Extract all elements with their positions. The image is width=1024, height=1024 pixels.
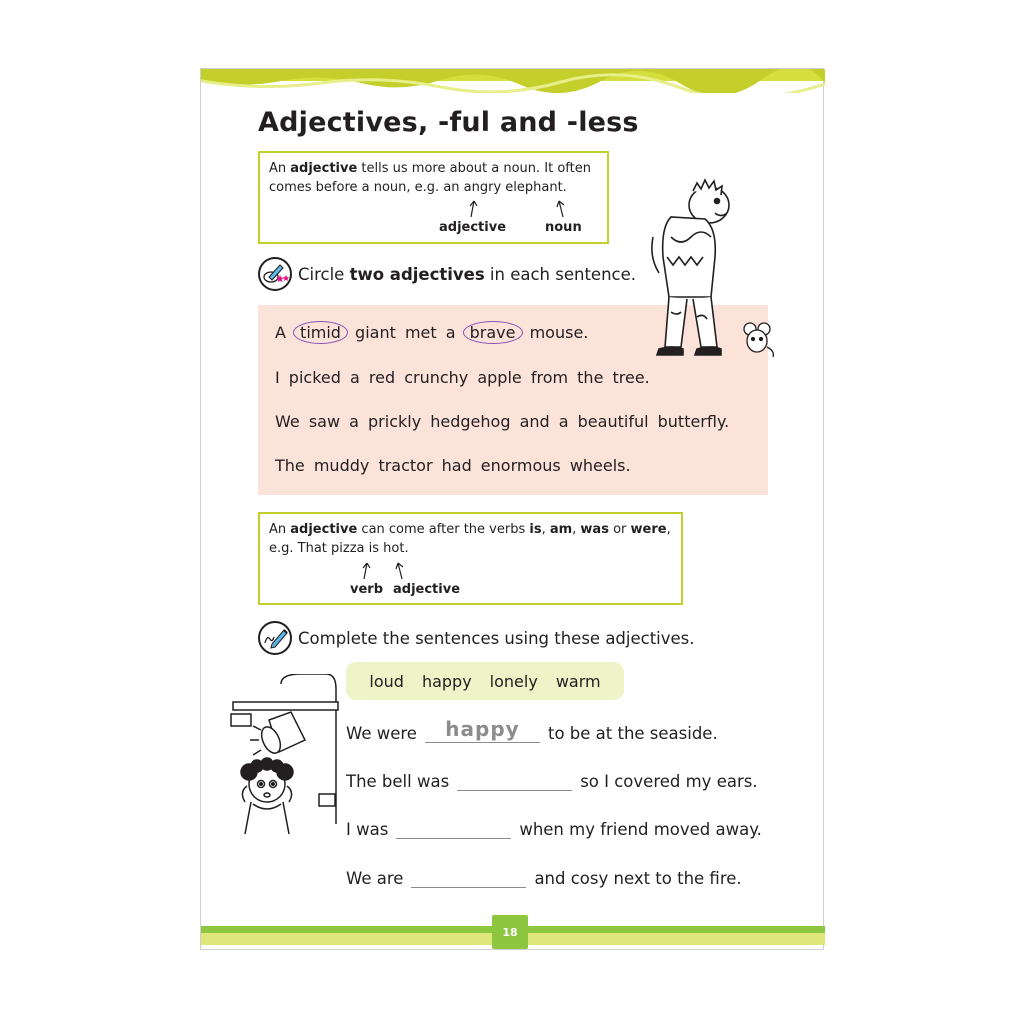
adjective-after-verb-box: [258, 512, 683, 605]
girl-bell-illustration: [221, 674, 341, 834]
page-title: Adjectives, -ful and -less: [258, 107, 639, 138]
answer-blank[interactable]: [457, 769, 572, 791]
giant-illustration: [631, 177, 741, 362]
write-pencil-icon: [258, 621, 292, 655]
word-bank-item[interactable]: warm: [555, 671, 601, 691]
fill-sentence-2: The bell was so I covered my ears.: [346, 769, 758, 791]
arrow-up-icon: [395, 560, 405, 580]
circle-pen-icon: [258, 257, 292, 291]
adjective-label: adjective: [439, 220, 507, 235]
page-number: 18: [492, 915, 528, 949]
sentence-1: A timid giant met a brave mouse.: [275, 323, 589, 342]
handwritten-answer: happy: [445, 717, 520, 741]
instruction-circle: [258, 257, 636, 291]
example-text: e.g. That pizza is hot.: [269, 541, 409, 556]
word-bank-item[interactable]: happy: [421, 671, 472, 691]
answer-blank[interactable]: [411, 866, 526, 888]
mouse-illustration: [738, 319, 776, 359]
sentence-2[interactable]: I picked a red crunchy apple from the tree.: [275, 368, 650, 387]
definition-text: An adjective tells us more about a noun. It often comes before a noun, e.g. an angry elephant.: [269, 161, 591, 195]
top-decorative-band: [201, 69, 825, 93]
sentence-3[interactable]: We saw a prickly hedgehog and a beautiful butterfly.: [275, 412, 730, 431]
arrow-up-icon: [468, 198, 478, 218]
verb-label: verb: [350, 582, 384, 597]
instruction-complete: [258, 621, 695, 655]
circled-word[interactable]: brave: [463, 321, 523, 344]
answer-blank[interactable]: [396, 817, 511, 839]
fill-sentence-4: We are and cosy next to the fire.: [346, 866, 742, 888]
arrow-up-icon: [556, 198, 566, 218]
instruction-text: Complete the sentences using these adjectives.: [298, 628, 695, 648]
adjective-definition-box: [258, 151, 609, 244]
rule-text: An adjective can come after the verbs is, am, was or were,: [269, 522, 671, 537]
instruction-text: Circle two adjectives in each sentence.: [298, 264, 637, 284]
noun-label: noun: [545, 220, 582, 235]
word-bank: [346, 662, 624, 700]
adjective-label: adjective: [393, 582, 461, 597]
answer-blank[interactable]: [425, 717, 540, 743]
worksheet-page: [200, 68, 824, 950]
sentence-4[interactable]: The muddy tractor had enormous wheels.: [275, 456, 631, 475]
word-bank-item[interactable]: lonely: [489, 671, 538, 691]
fill-sentence-1: We were happy to be at the seaside.: [346, 717, 718, 743]
arrow-up-icon: [361, 560, 371, 580]
circled-word[interactable]: timid: [293, 321, 348, 344]
word-bank-item[interactable]: loud: [369, 671, 404, 691]
fill-sentence-3: I was when my friend moved away.: [346, 817, 762, 839]
